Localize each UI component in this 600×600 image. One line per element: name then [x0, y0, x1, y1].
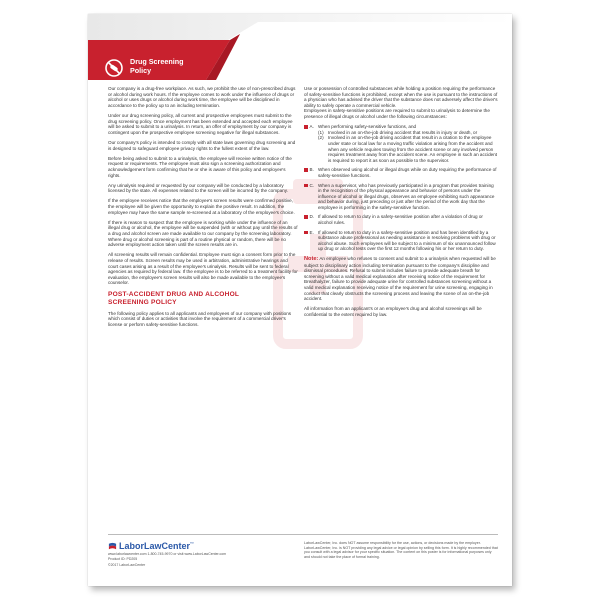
- page-title: [130, 58, 200, 75]
- bullet-icon: [304, 231, 308, 235]
- list-item-text: When observed using alcohol or illegal drugs while on duty requiring the performance of safety-sensitive functions.: [318, 167, 497, 178]
- heading-line-1: POST-ACCIDENT DRUG AND ALCOHOL: [108, 290, 240, 298]
- paragraph: Employees in safety-sensitive positions are required to submit to urinalysis to determine the presence of illegal drugs or alcohol under the following circumstances:: [304, 108, 490, 119]
- list-item-text: If allowed to return to duty in a safety-sensitive position after a violation of drug or alcohol rules.: [318, 214, 483, 226]
- list-item-text: When performing safety-sensitive functions, and: [318, 124, 417, 130]
- heading-line-2: SCREENING POLICY: [108, 298, 177, 306]
- paragraph: All screening results will remain confidential. Employee must sign a consent form prior to the release of results. Screen results may be used in arbitration, administrative hearings and court cases arising as a result of the employee's urinalysis. Results will be sent to federal agencies as required by federal law. If the employee is to be referred to a treatment facility for evaluation, the employee's screen results will also be made available to the employee's counselor.: [108, 252, 298, 286]
- logo-trademark: ™: [190, 541, 195, 546]
- sub-text: Involved in an on-the-job driving accident that results in injury or death, or: [328, 129, 478, 135]
- bullet-icon: [304, 215, 308, 219]
- paragraph: Our company's policy is intended to comply with all state laws governing drug screening and is designed to safeguard employee privacy rights to the fullest extent of the law.: [108, 139, 296, 151]
- paragraph: If there is reason to suspect that the employee is working while under the influence of an illegal drug or alcohol, the employee will be suspended (with or without pay until the results of a drug and alcohol screen are made available to our company by the screening laboratory. Where drug or alcohol screening is part of a routine physical or random, there will be no adverse employment action taken until the screen results are in.: [108, 219, 298, 248]
- list-letter: C.: [309, 182, 315, 188]
- note-text: An employee who refuses to consent and submit to a urinalysis when requested will be subject to disciplinary action including termination pursuant to the company's discipline and dismissal procedures. Refusal to submit includes failure to provide adequate breath for screening without a valid medical explanation after receiving notice of the requirement for Breathalyzer, failure to provide adequate urine for controlled substances screening without a valid medical explanation receiving notice of the requirement for urine screening, engaging in conduct that clearly obstructs the screening process and leaving the scene of an on-the-job accident.: [304, 256, 496, 302]
- logo-wordmark: [119, 541, 194, 551]
- list-item: [304, 167, 498, 178]
- title-line-1: Drug Screening: [130, 57, 184, 66]
- paragraph: Our company is a drug-free workplace. As such, we prohibit the use of non-prescribed drugs or alcohol during work hours. If the employee comes to work under the influence of drugs or alcohol or uses drugs or alcohol during work time, the employee will be disciplined in accordance to the policy up to an including termination.: [108, 86, 296, 108]
- logo-part-2: LawCenter: [144, 541, 191, 551]
- list-item-text: If allowed to return to duty in a safety-sensitive position and has been identified by a substance abuse professional as needing assistance in resolving problems with drug or alcohol abuse. Such employees will be subject to a minimum of six unannounced follow up drug or alcohol tests over the first 12 months following his or her return to duty.: [318, 229, 496, 252]
- copyright: ©2017 LaborLawCenter: [108, 562, 146, 567]
- prohibition-pill-icon: [104, 58, 124, 78]
- paragraph: Any urinalysis required or requested by our company will be conducted by a laboratory licensed by the state. All expenses related to the screen will be incurred by the company.: [108, 182, 288, 194]
- bullet-icon: [304, 184, 308, 188]
- paragraph: Before being asked to submit to a urinalysis, the employee will receive written notice of the request or requirements. The employee must also sign a screening authorization and acknowledgement form confirming that he or she is aware of this policy and employee's rights.: [108, 155, 292, 178]
- company-logo: [108, 541, 298, 567]
- bullet-icon: [304, 168, 308, 172]
- list-letter: E.: [309, 229, 314, 235]
- disclaimer-text: LaborLawCenter, Inc. does NOT assume responsibility for the use, actions, or decisions made by the employer. LaborLawCenter, Inc. is NOT providing any legal advice or legal opinion by selling this form. It is highly recommended that you consult with a legal advisor for your specific situation. The content on this poster is for informational purposes only and should not take the place of formal training.: [304, 541, 498, 559]
- paragraph: If the employee receives notice that the employee's screen results were confirmed positive, the employee will be given the opportunity to explain the positive result. In addition, the employee may have the same sample re-screened at a laboratory of the employee's choice.: [108, 198, 295, 215]
- paragraph: Use or possession of controlled substances while holding a position requiring the performance of safety-sensitive functions is prohibited, except when the use is pursuant to the instructions of a physician who has advised the driver that the substance does not adversely affect the driver's ability to safely operate a commercial vehicle.: [304, 86, 498, 108]
- list-item: [304, 124, 498, 163]
- product-id: Product ID: PD205: [108, 557, 138, 562]
- title-line-2: Policy: [130, 65, 152, 75]
- section-heading: [108, 291, 298, 307]
- logo-icon: [108, 542, 117, 551]
- sub-number: (1): [318, 129, 324, 135]
- note-label: Note:: [304, 256, 319, 263]
- bullet-icon: [304, 125, 308, 129]
- list-item-text: When a supervisor, who has previously participated in a program that provides training in the recognition of the physical appearance and behavior of persons under the influence of alcohol or illegal drugs, observes an employee exhibiting such appearance and behavior during, just preceding or just after the period of the work day that the employee is performing in the safety-sensitive function.: [318, 182, 495, 210]
- list-letter: A.: [309, 124, 314, 130]
- sub-number: (2): [318, 135, 324, 141]
- closing-paragraph: All information from an applicant's or an employee's drug and alcohol screenings will be confidential to the extent required by law.: [304, 306, 482, 317]
- paragraph: Under our drug screening policy, all current and prospective employees must submit to the drug screening policy. Once employment has been extended and accepted each employee will be asked to submit to a urinalysis. In return, an offer of employment by our company is contingent upon the prospective employee screening negative for illegal substances.: [108, 112, 293, 135]
- list-item: [304, 230, 498, 252]
- page-footer: [108, 534, 498, 574]
- list-item: [304, 214, 498, 225]
- sub-list-item: [318, 135, 498, 163]
- title-banner: [88, 14, 512, 80]
- sub-text: Involved in an on-the-job driving accident that result in a citation to the employee under state or local law for a moving traffic violation arising from the accident and when any vehicle requires towing from the accident scene or any involved person requires treatment away from the accident scene. An employee in such an accident is required to report it as soon as possible to the supervisor.: [328, 135, 498, 163]
- paragraph: The following policy applies to all applicants and employees of our company with positions which consist of duties or activities that involve the requirement of a commercial driver's license or perform safety-sensitive functions.: [108, 310, 292, 327]
- right-column: [304, 86, 498, 322]
- list-item: [304, 183, 498, 211]
- logo-part-1: Labor: [119, 541, 145, 551]
- list-letter: D.: [309, 214, 315, 220]
- left-column: [108, 86, 298, 332]
- document-page: [88, 14, 512, 586]
- contact-info: www.laborlawcenter.com 1-800-745-9970 or visit www.LaborLawCenter.com: [108, 552, 227, 556]
- circumstance-list: [304, 124, 498, 252]
- list-letter: B.: [309, 167, 314, 173]
- note-paragraph: [304, 256, 498, 302]
